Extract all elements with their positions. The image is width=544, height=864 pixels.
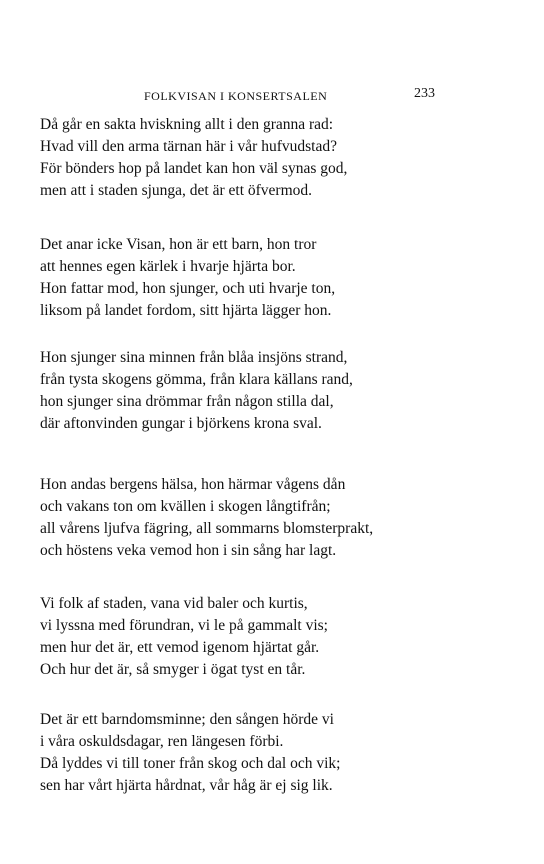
verse-line: Det anar icke Visan, hon är ett barn, hon tror xyxy=(40,236,317,253)
stanza-5 xyxy=(40,593,520,681)
verse-line: Och hur det är, så smyger i ögat tyst en tår. xyxy=(40,661,306,678)
stanza-2 xyxy=(40,234,520,322)
stanza-3 xyxy=(40,347,520,435)
verse-line: För bönders hop på landet kan hon väl synas god, xyxy=(40,160,348,177)
verse-line: från tysta skogens gömma, från klara källans rand, xyxy=(40,371,353,388)
verse-line: liksom på landet fordom, sitt hjärta lägger hon. xyxy=(40,302,332,319)
verse-line: Vi folk af staden, vana vid baler och kurtis, xyxy=(40,595,308,612)
verse-line: Då lyddes vi till toner från skog och dal och vik; xyxy=(40,755,341,772)
page-number: 233 xyxy=(414,86,435,101)
verse-line: all vårens ljufva fägring, all sommarns blomsterprakt, xyxy=(40,520,374,537)
stanza-4 xyxy=(40,474,520,562)
verse-line: och vakans ton om kvällen i skogen långtifrån; xyxy=(40,498,331,515)
stanza-6 xyxy=(40,709,520,797)
verse-line: att hennes egen kärlek i hvarje hjärta bor. xyxy=(40,258,296,275)
verse-line: sen har vårt hjärta hårdnat, vår håg är ej sig lik. xyxy=(40,777,333,794)
verse-line: Hvad vill den arma tärnan här i vår hufvudstad? xyxy=(40,138,337,155)
verse-line: Hon fattar mod, hon sjunger, och uti hvarje ton, xyxy=(40,280,336,297)
verse-line: Det är ett barndomsminne; den sången hörde vi xyxy=(40,711,334,728)
verse-line: vi lyssna med förundran, vi le på gammalt vis; xyxy=(40,617,328,634)
verse-line: Då går en sakta hviskning allt i den granna rad: xyxy=(40,116,334,133)
verse-line: Hon sjunger sina minnen från blåa insjöns strand, xyxy=(40,349,348,366)
verse-line: men hur det är, ett vemod igenom hjärtat går. xyxy=(40,639,320,656)
verse-line: men att i staden sjunga, det är ett öfvermod. xyxy=(40,182,313,199)
verse-line: Hon andas bergens hälsa, hon härmar vågens dån xyxy=(40,476,346,493)
stanza-1 xyxy=(40,114,520,202)
verse-line: hon sjunger sina drömmar från någon stilla dal, xyxy=(40,393,334,410)
verse-line: i våra oskuldsdagar, ren längesen förbi. xyxy=(40,733,284,750)
verse-line: där aftonvinden gungar i björkens krona sval. xyxy=(40,415,322,432)
running-head: FOLKVISAN I KONSERTSALEN xyxy=(144,89,328,103)
verse-line: och höstens veka vemod hon i sin sång har lagt. xyxy=(40,542,337,559)
